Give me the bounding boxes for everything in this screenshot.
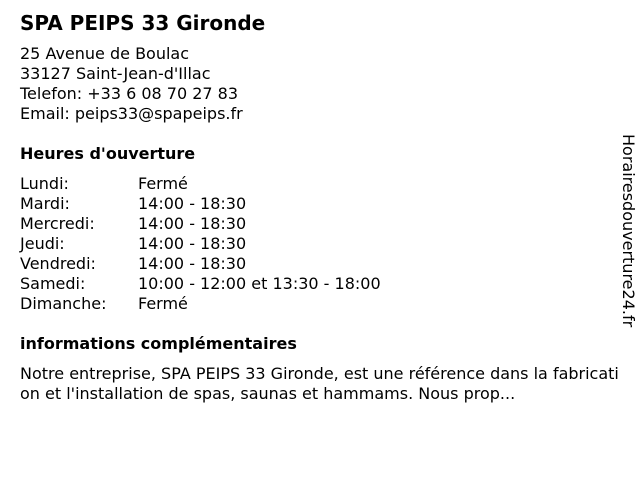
day-label: Jeudi: [20,234,65,253]
hours-row-mardi [20,194,381,214]
street-address: 25 Avenue de Boulac [20,44,190,63]
time-value: 14:00 - 18:30 [138,194,247,213]
email-address: Email: peips33@spapeips.fr [20,104,243,123]
info-heading: informations complémentaires [20,334,297,353]
time-value: 14:00 - 18:30 [138,214,247,233]
hours-heading: Heures d'ouverture [20,144,196,163]
day-label: Mardi: [20,194,70,213]
hours-row-lundi [20,174,381,194]
time-value: 14:00 - 18:30 [138,234,247,253]
hours-row-vendredi [20,254,381,274]
time-value: 14:00 - 18:30 [138,254,247,273]
day-label: Lundi: [20,174,69,193]
hours-table [20,174,381,314]
day-label: Mercredi: [20,214,95,233]
day-label: Samedi: [20,274,86,293]
time-value: Fermé [138,174,188,193]
hours-row-dimanche [20,294,381,314]
description-text: Notre entreprise, SPA PEIPS 33 Gironde, est une référence dans la fabrication et l'installation de spas, saunas et hammams. Nous prop... [20,364,619,403]
hours-row-mercredi [20,214,381,234]
site-watermark: Horairesdouverture24.fr [619,134,638,328]
city-address: 33127 Saint-Jean-d'Illac [20,64,211,83]
business-title: SPA PEIPS 33 Gironde [20,11,266,35]
hours-row-jeudi [20,234,381,254]
contact-block [20,44,243,124]
day-label: Vendredi: [20,254,96,273]
time-value: Fermé [138,294,188,313]
hours-row-samedi [20,274,381,294]
phone-number: Telefon: +33 6 08 70 27 83 [20,84,239,103]
time-value: 10:00 - 12:00 et 13:30 - 18:00 [138,274,381,293]
day-label: Dimanche: [20,294,107,313]
